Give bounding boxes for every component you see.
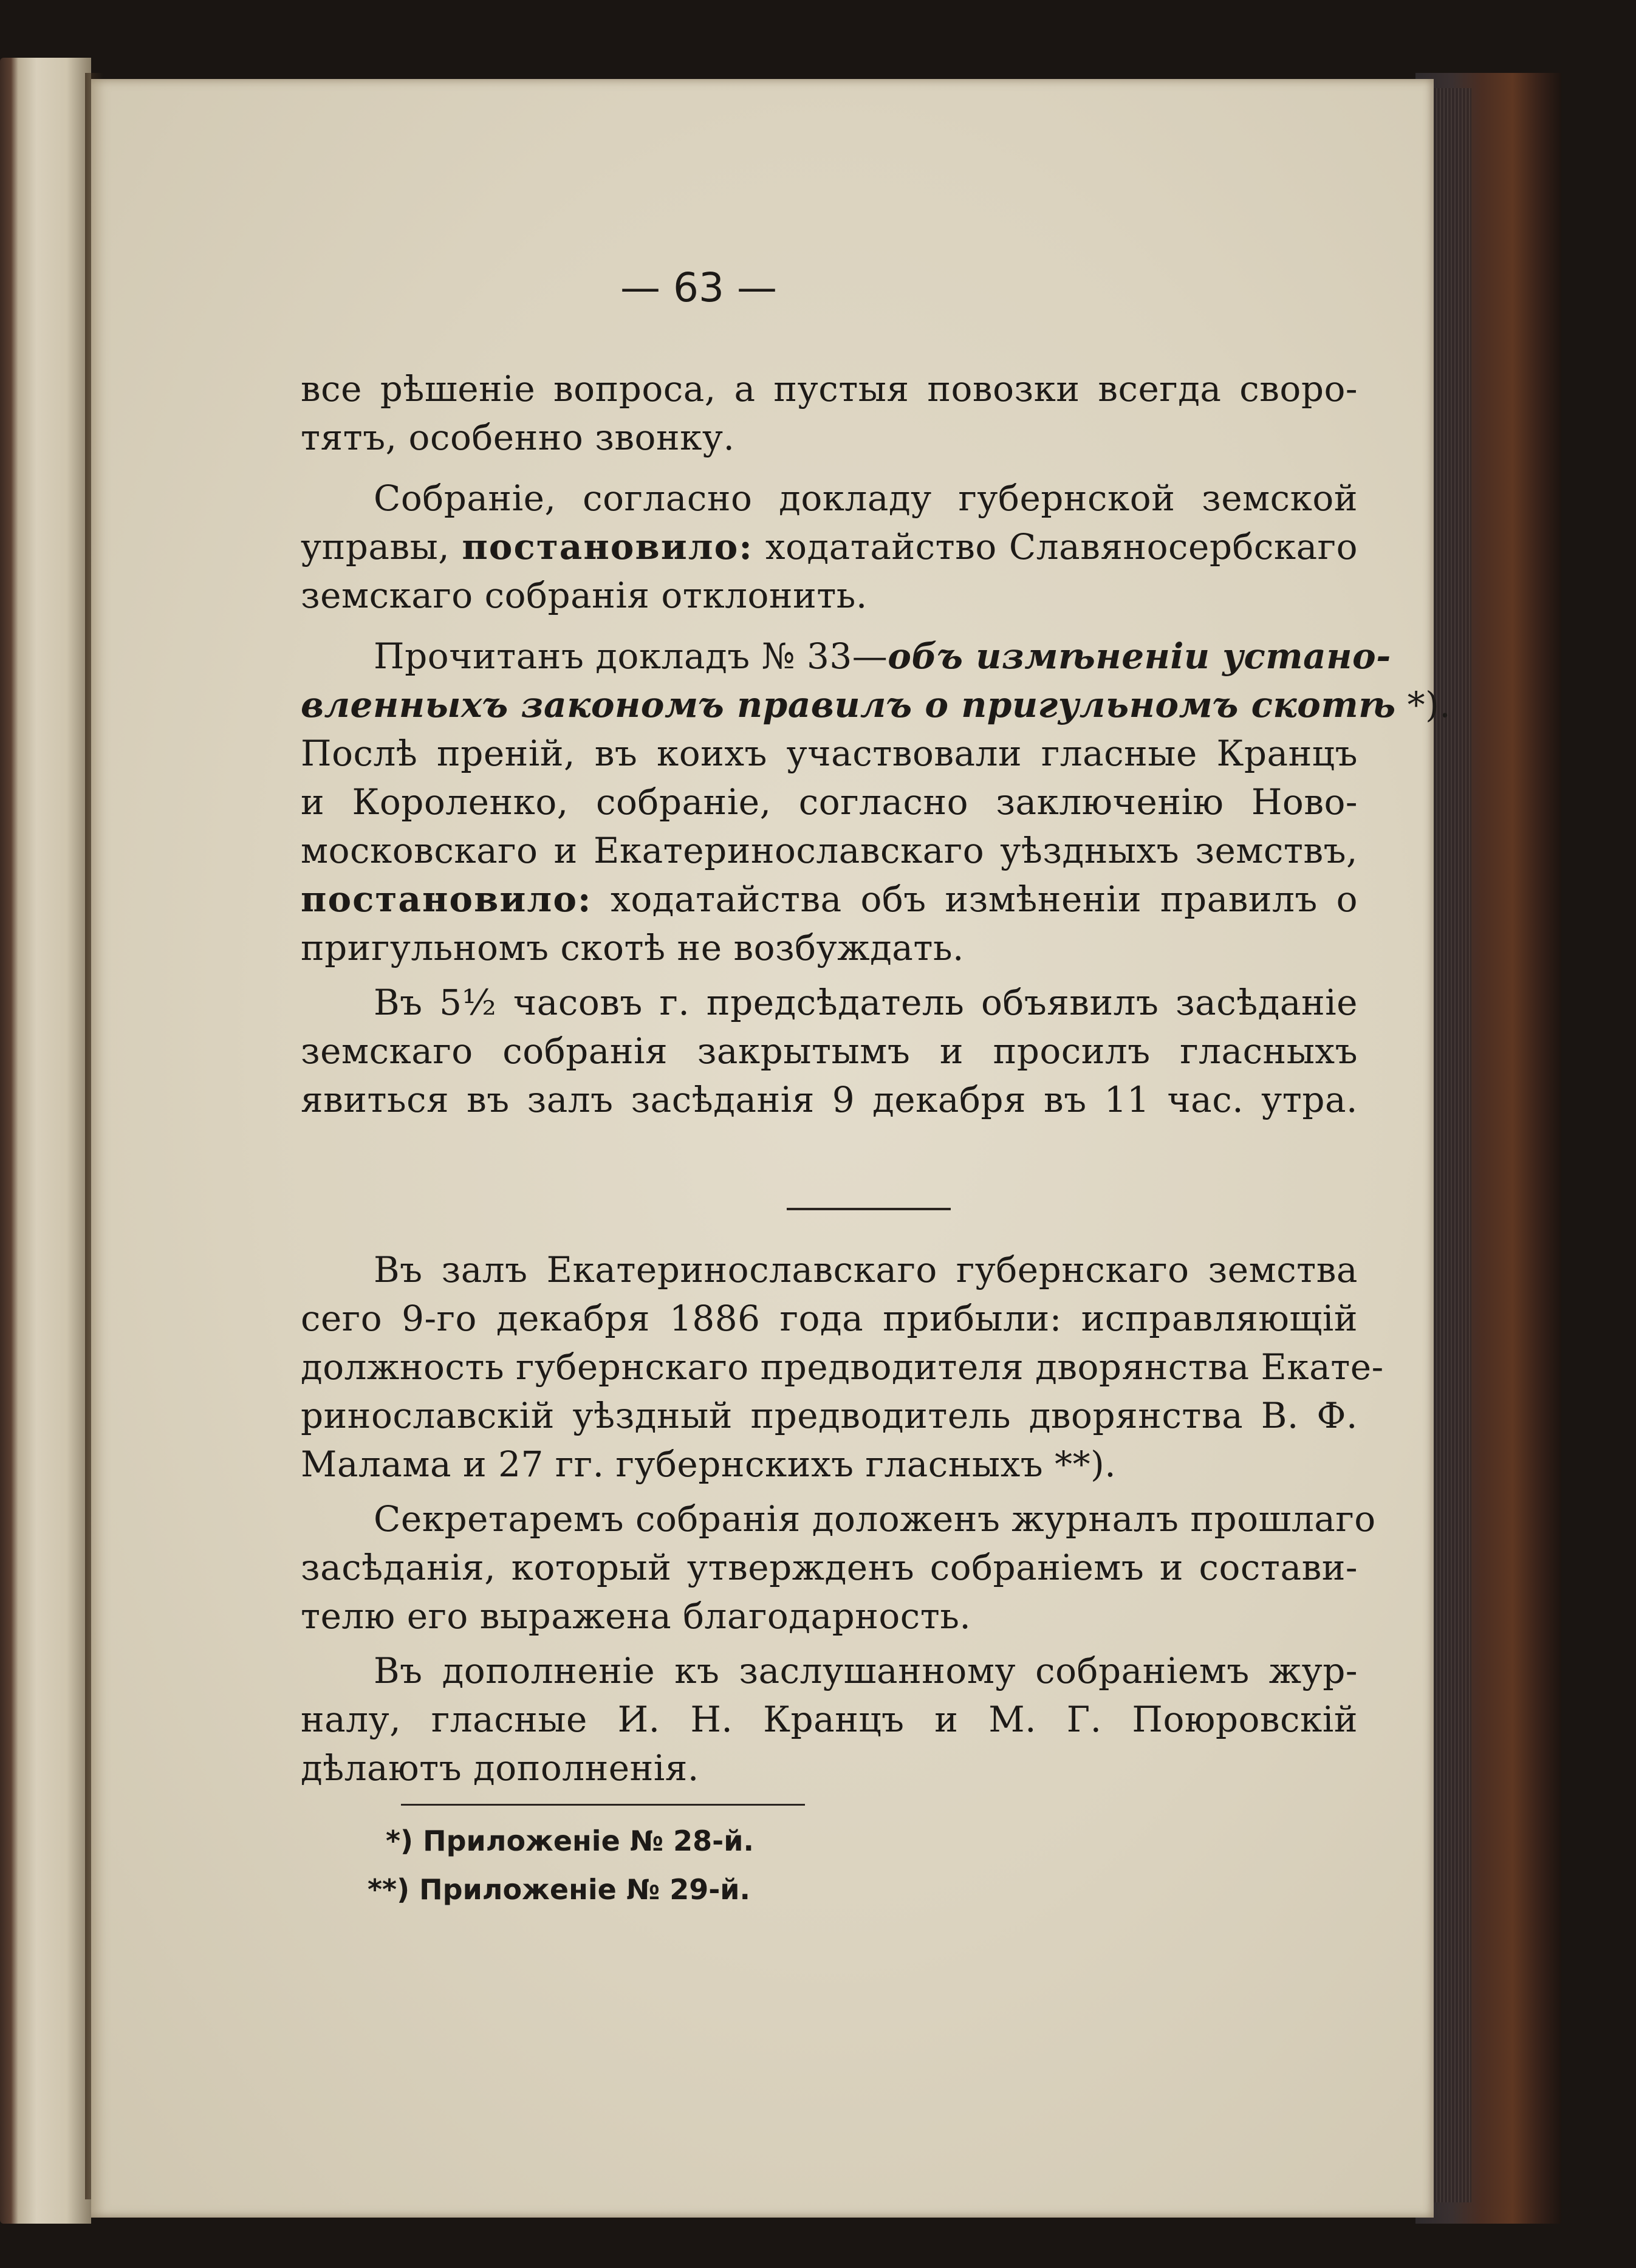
text-line: вленныхъ закономъ правилъ о пригульномъ скотѣ *). xyxy=(301,684,1451,725)
text-line: явиться въ залъ засѣданія 9 декабря въ 11 час. утра. xyxy=(301,1079,1358,1120)
text-line: земскаго собранія закрытымъ и просилъ гласныхъ xyxy=(301,1030,1358,1072)
text-line: московскаго и Екатеринославскаго уѣздныхъ земствъ, xyxy=(301,830,1358,871)
left-page-edge xyxy=(0,58,91,2224)
paragraph-start-line: Въ дополненіе къ заслушанному собраніемъ жур- xyxy=(374,1650,1358,1691)
section-divider xyxy=(787,1208,951,1210)
paragraph-start-line: Въ 5½ часовъ г. предсѣдатель объявилъ засѣданіе xyxy=(374,982,1358,1023)
paragraph-start-line: Секретаремъ собранія доложенъ журналъ прошлаго xyxy=(374,1498,1376,1540)
footnote: *) Приложеніе № 28-й. xyxy=(386,1824,754,1857)
text-line: пригульномъ скотѣ не возбуждать. xyxy=(301,927,964,968)
text-line: Послѣ преній, въ коихъ участвовали гласные Кранцъ xyxy=(301,733,1358,774)
text-line: ринославскій уѣздный предводитель дворянства В. Ф. xyxy=(301,1395,1358,1436)
text-line: должность губернскаго предводителя дворянства Екате- xyxy=(301,1346,1384,1388)
text-line: телю его выражена благодарность. xyxy=(301,1595,971,1637)
text-line: тятъ, особенно звонку. xyxy=(301,417,735,458)
text-line: сего 9-го декабря 1886 года прибыли: исправляющій xyxy=(301,1298,1358,1339)
text-line: земскаго собранія отклонить. xyxy=(301,575,868,616)
paragraph-start-line: Собраніе, согласно докладу губернской земской xyxy=(374,478,1358,519)
footnote: **) Приложеніе № 29-й. xyxy=(368,1873,751,1906)
page-stack-edge xyxy=(1429,88,1471,2202)
page-number: — 63 — xyxy=(620,264,777,311)
paragraph-start-line: Прочитанъ докладъ № 33—объ измѣненіи устано- xyxy=(374,636,1391,677)
text-line: налу, гласные И. Н. Кранцъ и М. Г. Поюровскій xyxy=(301,1699,1358,1740)
text-line: засѣданія, который утвержденъ собраніемъ и состави- xyxy=(301,1547,1358,1588)
paragraph-start-line: Въ залъ Екатеринославскаго губернскаго земства xyxy=(374,1249,1358,1290)
text-line: дѣлаютъ дополненія. xyxy=(301,1747,699,1789)
text-line: Малама и 27 гг. губернскихъ гласныхъ **). xyxy=(301,1444,1117,1485)
text-line: управы, постановило: ходатайство Славяносербскаго xyxy=(301,526,1358,567)
text-line: и Короленко, собраніе, согласно заключенію Ново- xyxy=(301,781,1358,823)
text-line: постановило: ходатайства объ измѣненіи правилъ о xyxy=(301,879,1358,920)
book-page xyxy=(91,79,1451,2218)
text-line: все рѣшеніе вопроса, а пустыя повозки всегда сворo- xyxy=(301,368,1358,409)
footnote-rule xyxy=(401,1804,805,1806)
